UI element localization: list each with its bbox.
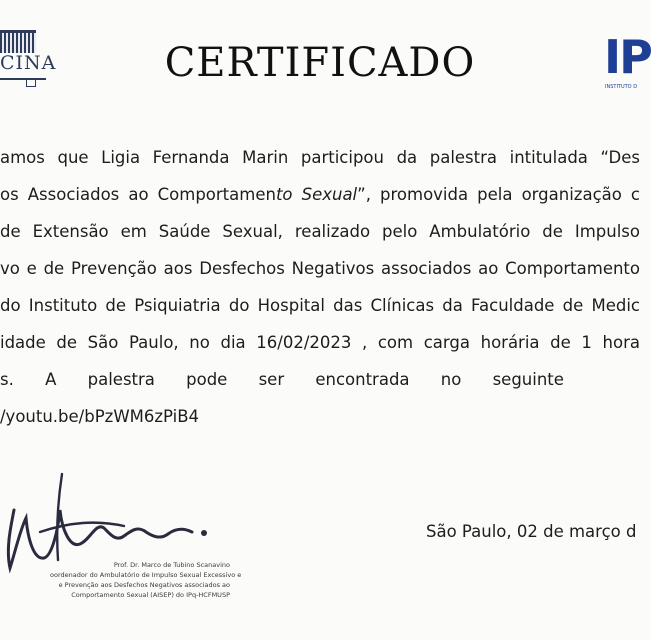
body-line-2 bbox=[0, 185, 640, 205]
right-logo-text: IP bbox=[604, 30, 651, 84]
video-link[interactable]: /youtu.be/bPzWM6zPiB4 bbox=[0, 407, 200, 426]
issue-date: São Paulo, 02 de março d bbox=[426, 522, 637, 541]
body-line-7: s. A palestra pode ser encontrada no seguinte bbox=[0, 370, 564, 389]
right-logo-tagline: INSTITUTO D bbox=[605, 84, 638, 90]
body-line-5: do Instituto de Psiquiatria do Hospital das Clínicas da Faculdade de Medic bbox=[0, 296, 640, 315]
signatory-role-line-3: Comportamento Sexual (AISEP) do IPq-HCFMUSP bbox=[71, 591, 230, 599]
signatory-name: Prof. Dr. Marco de Tubino Scanavino bbox=[113, 561, 230, 569]
signatory-role-line-1: oordenador do Ambulatório de Impulso Sexual Excessivo e bbox=[50, 571, 242, 579]
certificate-title: CERTIFICADO bbox=[164, 40, 476, 86]
ipq-logo bbox=[604, 28, 651, 92]
body-line-2-italic: to Sexual bbox=[275, 185, 358, 204]
body-line-2-part-c: ”, promovida pela organização c bbox=[357, 185, 640, 204]
body-line-4: vo e de Prevenção aos Desfechos Negativos associados ao Comportamento bbox=[0, 259, 640, 278]
signatory-block bbox=[50, 560, 242, 600]
signatory-role-line-2: e Prevenção aos Desfechos Negativos associados ao bbox=[58, 581, 230, 589]
body-line-3: de Extensão em Saúde Sexual, realizado pelo Ambulatório de Impulso bbox=[0, 222, 640, 241]
left-logo-text: CINA bbox=[0, 52, 57, 74]
body-line-6: idade de São Paulo, no dia 16/02/2023 , com carga horária de 1 hora bbox=[0, 333, 640, 352]
body-line-2-part-a: os Associados ao Comportamen bbox=[0, 185, 276, 204]
body-line-1: amos que Ligia Fernanda Marin participou da palestra intitulada “Des bbox=[0, 148, 640, 167]
